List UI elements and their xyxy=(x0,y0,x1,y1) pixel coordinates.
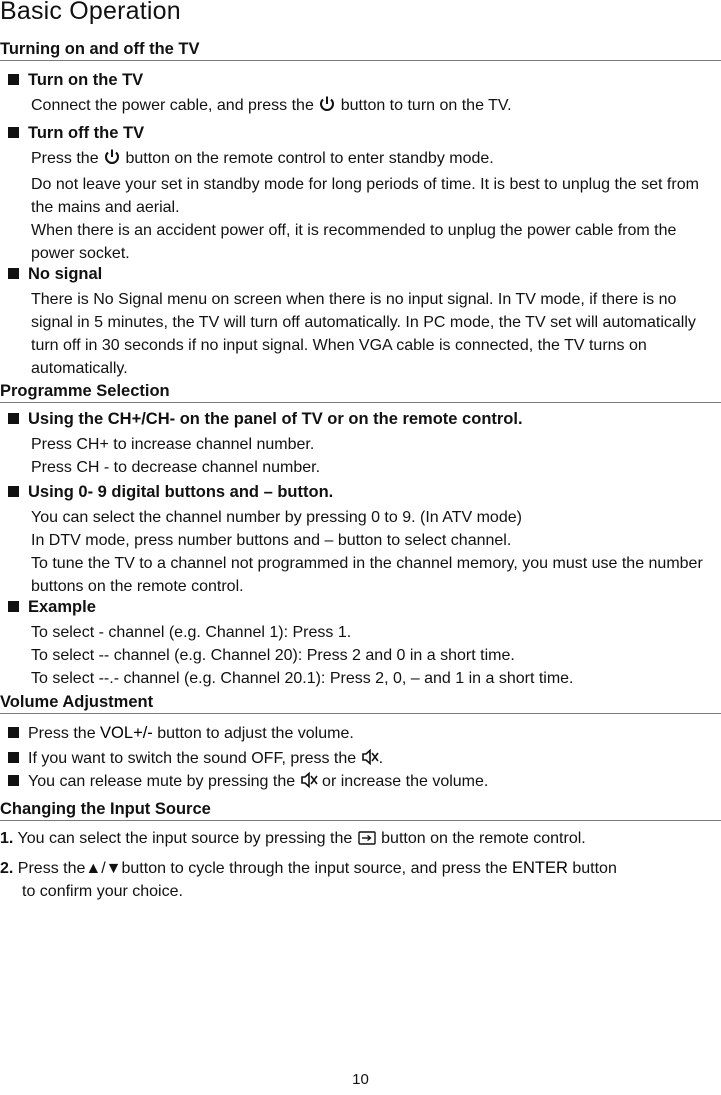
item-ch-body: Press CH+ to increase channel number. Press CH - to decrease channel number. xyxy=(31,436,321,476)
bullet-icon xyxy=(8,74,19,85)
section-heading-programme: Programme Selection xyxy=(0,384,721,403)
item-turn-on-body: Connect the power cable, and press the button to turn on the TV. xyxy=(31,94,721,120)
power-icon xyxy=(318,95,336,120)
item-turn-off-title: Turn off the TV xyxy=(8,124,144,143)
bullet-icon xyxy=(8,727,19,738)
bullet-icon xyxy=(8,268,19,279)
input-source-icon xyxy=(357,830,377,853)
volume-line-3: You can release mute by pressing the or increase the volume. xyxy=(8,771,488,794)
bullet-icon xyxy=(8,413,19,424)
volume-line-1: Press the VOL+/- button to adjust the volume. xyxy=(8,724,354,743)
bullet-icon xyxy=(8,127,19,138)
section-heading-power: Turning on and off the TV xyxy=(0,42,721,61)
page-number: 10 xyxy=(352,1071,369,1088)
power-icon xyxy=(103,148,121,173)
item-turn-off-body: Press the button on the remote control to enter standby mode. Do not leave your set in standby mode for long periods of time. It is best to unplug the set from the mains and aerial. When there is an accident power off, it is recommended to unplug the power cable from the power socket. xyxy=(31,150,699,262)
bullet-icon xyxy=(8,775,19,786)
mute-icon xyxy=(361,748,379,771)
page-title: Basic Operation xyxy=(0,0,181,25)
input-step-2: 2. Press the▲/▼button to cycle through the input source, and press the ENTER button to confirm your choice. xyxy=(0,859,617,900)
item-turn-on-title: Turn on the TV xyxy=(8,71,143,90)
bullet-icon xyxy=(8,486,19,497)
item-example-body: To select - channel (e.g. Channel 1): Press 1. To select -- channel (e.g. Channel 20): Press 2 and 0 in a short time. To select --.- channel (e.g. Channel 20.1): Press 2, 0, – and 1 in a short time. xyxy=(31,624,574,687)
input-step-1: 1. You can select the input source by pressing the button on the remote control. xyxy=(0,827,721,853)
item-no-signal-title: No signal xyxy=(8,265,102,284)
bullet-icon xyxy=(8,601,19,612)
item-no-signal-body: There is No Signal menu on screen when there is no input signal. In TV mode, if there is no signal in 5 minutes, the TV will turn off automatically. In PC mode, the TV set will automatically turn off in 30 seconds if no input signal. When VGA cable is connected, the TV turns on automatically. xyxy=(31,291,696,377)
section-heading-input: Changing the Input Source xyxy=(0,802,721,821)
item-example-title: Example xyxy=(8,598,96,617)
mute-icon xyxy=(300,771,318,794)
item-digits-body: You can select the channel number by pressing 0 to 9. (In ATV mode) In DTV mode, press number buttons and – button to select channel. To tune the TV to a channel not programmed in the channel memory, you must use the number buttons on the remote control. xyxy=(31,509,703,595)
item-ch-title: Using the CH+/CH- on the panel of TV or on the remote control. xyxy=(8,410,523,429)
bullet-icon xyxy=(8,752,19,763)
section-heading-volume: Volume Adjustment xyxy=(0,695,721,714)
volume-line-2: If you want to switch the sound OFF, press the . xyxy=(8,748,383,771)
item-digits-title: Using 0- 9 digital buttons and – button. xyxy=(8,483,333,502)
